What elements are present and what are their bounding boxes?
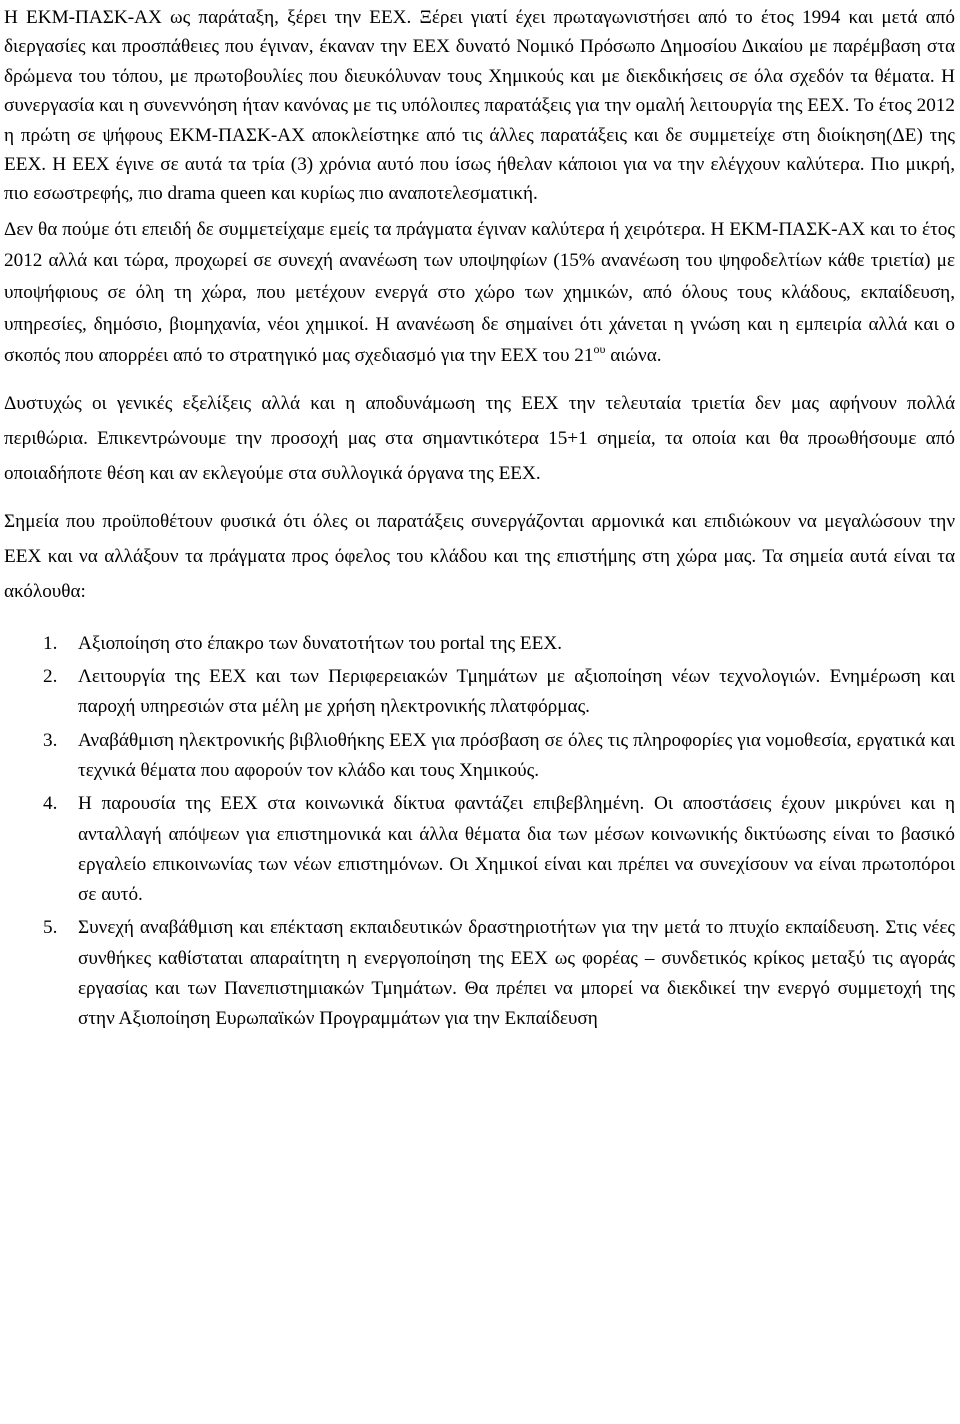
list-item [4,789,955,910]
document-page [4,3,955,1035]
points-list [4,629,955,1035]
list-item-text: Συνεχή αναβάθμιση και επέκταση εκπαιδευτικών δραστηριοτήτων για την μετά το πτυχίο εκπαίδευση. Στις νέες συνθήκες καθίσταται απαραίτητη η ενεργοποίηση της ΕΕΧ ως φορέας – συνδετικός κρίκος μεταξύ τις αγοράς εργασίας και των Πανεπιστημιακών Τμημάτων. Θα πρέπει να μπορεί να διεκδικεί την ενεργό συμμετοχή της στην Αξιοποίηση Ευρωπαϊκών Προγραμμάτων για την Εκπαίδευση [78,917,955,1030]
list-item [4,726,955,787]
list-item [4,913,955,1034]
list-item [4,662,955,723]
paragraph-developments: Δυστυχώς οι γενικές εξελίξεις αλλά και η αποδυνάμωση της ΕΕΧ την τελευταία τριετία δεν μας αφήνουν πολλά περιθώρια. Επικεντρώνουμε την προσοχή μας στα σημαντικότερα 15+1 σημεία, τα οποία και θα προωθήσουμε από οποιαδήποτε θέση και αν εκλεγούμε στα συλλογικά όργανα της ΕΕΧ. [4,392,955,484]
paragraph-renewal [4,214,955,372]
century-superscript: ου [593,342,606,357]
list-item-number: 1. [43,632,58,654]
list-item-text: Η παρουσία της ΕΕΧ στα κοινωνικά δίκτυα φαντάζει επιβεβλημένη. Οι αποστάσεις έχουν μικρύνει και η ανταλλαγή απόψεων για επιστημονικά και άλλα θέματα δια των μέσων κοινωνικής δικτύωσης είναι το βασικό εργαλείο επικοινωνίας των νέων επιστημόνων. Οι Χημικοί είναι και πρέπει να συνεχίσουν να είναι πρωτοπόροι σε αυτό. [78,793,955,906]
list-item [4,629,955,659]
list-item-text: Αναβάθμιση ηλεκτρονικής βιβλιοθήκης ΕΕΧ για πρόσβαση σε όλες τις πληροφορίες για νομοθεσία, εργατικά και τεχνικά θέματα που αφορούν τον κλάδο και τους Χημικούς. [78,729,955,781]
paragraph-intro: Η ΕΚΜ-ΠΑΣΚ-ΑΧ ως παράταξη, ξέρει την ΕΕΧ. Ξέρει γιατί έχει πρωταγωνιστήσει από το έτος 1994 και μετά από διεργασίες και προσπάθειες που έγιναν, έκαναν την ΕΕΧ δυνατό Νομικό Πρόσωπο Δημοσίου Δικαίου με παρέμβαση στα δρώμενα του τόπου, με πρωτοβουλίες που διευκόλυναν τους Χημικούς και με διεκδικήσεις σε όλα σχεδόν τα θέματα. Η συνεργασία και η συνεννόηση ήταν κανόνας με τις υπόλοιπες παρατάξεις για την ομαλή λειτουργία της ΕΕΧ. Το έτος 2012 η πρώτη σε ψήφους ΕΚΜ-ΠΑΣΚ-ΑΧ αποκλείστηκε από τις άλλες παρατάξεις και δε συμμετείχε στη διοίκηση(ΔΕ) της ΕΕΧ. Η ΕΕΧ έγινε σε αυτά τα τρία (3) χρόνια αυτό που ίσως ήθελαν κάποιοι για να την ελέγχουν καλύτερα. Πιο μικρή, πιο εσωστρεφής, πιο drama queen και κυρίως πιο αναποτελεσματική. [4,7,955,205]
list-item-number: 3. [43,729,58,751]
century-tail: αιώνα. [605,345,662,367]
list-item-text: Αξιοποίηση στο έπακρο των δυνατοτήτων του portal της ΕΕΧ. [78,632,563,654]
list-item-number: 4. [43,793,58,815]
paragraph-points-intro: Σημεία που προϋποθέτουν φυσικά ότι όλες οι παρατάξεις συνεργάζονται αρμονικά και επιδιώκουν να μεγαλώσουν την ΕΕΧ και να αλλάξουν τα πράγματα προς όφελος του κλάδου και της επιστήμης στη χώρα μας. Τα σημεία αυτά είναι τα ακόλουθα: [4,510,955,602]
paragraph-renewal-text: Δεν θα πούμε ότι επειδή δε συμμετείχαμε εμείς τα πράγματα έγιναν καλύτερα ή χειρότερα. Η ΕΚΜ-ΠΑΣΚ-ΑΧ και το έτος 2012 αλλά και τώρα, προχωρεί σε συνεχή ανανέωση των υποψηφίων (15% ανανέωση του ψηφοδελτίων κάθε τριετία) με υποψήφιους σε όλη τη χώρα, που μετέχουν ενεργά στο χώρο των χημικών, από όλους τους κλάδους, εκπαίδευση, υπηρεσίες, δημόσιο, βιομηχανία, νέοι χημικοί. Η ανανέωση δε σημαίνει ότι χάνεται η γνώση και η εμπειρία αλλά και ο σκοπός που απορρέει από το στρατηγικό μας σχεδιασμό για την ΕΕΧ του 21 [4,218,955,367]
list-item-text: Λειτουργία της ΕΕΧ και των Περιφερειακών Τμημάτων με αξιοποίηση νέων τεχνολογιών. Ενημέρωση και παροχή υπηρεσιών στα μέλη με χρήση ηλεκτρονικής πλατφόρμας. [78,666,955,718]
list-item-number: 2. [43,666,58,688]
list-item-number: 5. [43,917,58,939]
